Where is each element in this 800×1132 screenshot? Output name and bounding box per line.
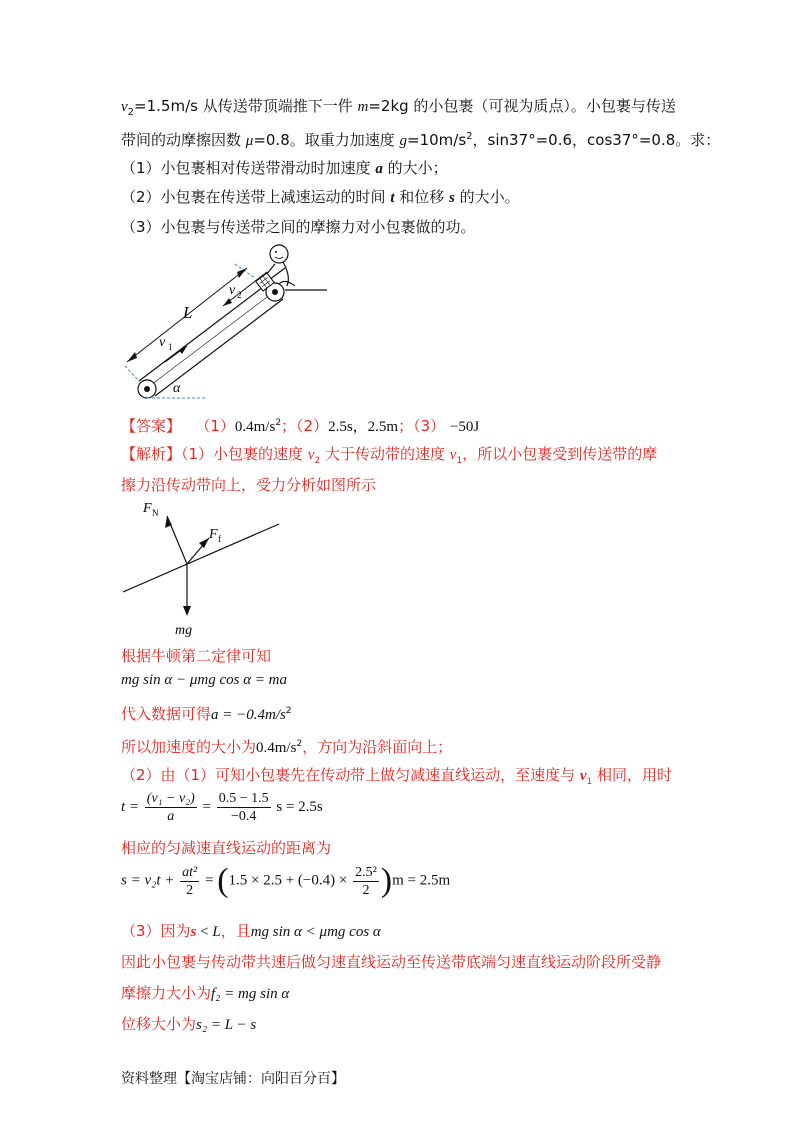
question-3: （3）小包裹与传送带之间的摩擦力对小包裹做的功。 [121,218,476,236]
eq4-den1: 2 [186,882,194,898]
question-2 [121,186,520,209]
eq4-mid: 1.5 × 2.5 + (−0.4) × [228,872,348,889]
eq4-num2: 2.5² [355,864,377,880]
step-distance: 相应的匀减速直线运动的距离为 [121,839,332,857]
step-friction-size [121,982,289,1005]
answer-p2: ；（2） [281,417,329,435]
q2-mid: 和位移 [394,188,450,206]
v2-value: =1.5m/s 从传送带顶端推下一件 [134,97,358,115]
label-v2-sub: 2 [237,290,242,300]
mass-value: =2kg 的小包裹（可视为质点）。小包裹与传送 [368,97,676,115]
analysis-text-b: 大于传动带的速度 [320,445,450,463]
step-substitute [121,700,292,726]
eq3-lhs: t = [121,798,140,815]
label-alpha: α [173,381,181,396]
v2-symbol: v [121,99,128,115]
q2-s: s [449,190,455,206]
label-Ff-sub: f [218,534,221,544]
step-part2-v1: v [579,768,587,784]
eq3-den2: −0.4 [230,809,257,824]
eq4-num1: at² [182,864,198,880]
equation-1 [121,672,287,689]
equation-distance: s = v₂t + $\frac{\text{at²}}{2}$ = (1.5 × 2.5 + (−0.4) × $\frac{\text{2.5²}}{2}$ )m = 2.5m [121,862,451,899]
step-displacement [121,1013,256,1036]
step-part2 [121,764,672,793]
q1-text: （1）小包裹相对传送带滑动时加速度 [121,159,376,177]
step-newton: 根据牛顿第二定律可知 [121,647,272,665]
label-v1-sub: 1 [168,342,173,352]
step-part2-text: （2）由（1）可知小包裹先在传动带上做匀减速直线运动，至速度与 [121,766,580,784]
eq3-rhs: s = 2.5s [276,798,323,815]
answer-3-value: −50J [449,419,480,435]
analysis-text-c: ，所以小包裹受到传送带的摩 [462,445,658,463]
question-1 [121,157,448,180]
friction-text: 带间的动摩擦因数 [121,131,246,149]
force-diagram [115,498,290,640]
eq4-lhs: s = v₂t + [121,872,175,889]
friction-eq: f₂ = mg sin α [211,986,290,1002]
mu-symbol: μ [245,133,254,149]
step-part3-s: s [190,924,197,940]
label-FN-sub: N [152,508,159,518]
eq3-num1: (v₁ − v₂) [146,791,195,806]
step-magnitude-end: ，方向为沿斜面向上； [302,738,453,756]
eq4-frac-1 [180,864,199,899]
step-magnitude-text: 所以加速度的大小为 [121,738,257,756]
answer-p1: （1） [195,417,235,435]
step-part2-end: 相同，用时 [592,766,673,784]
step-part3-and: ，且 [220,922,251,940]
label-Ff: F [209,527,218,542]
q2-text: （2）小包裹在传送带上减速运动的时间 [121,188,391,206]
step-friction-text: 摩擦力大小为 [121,984,212,1002]
step-part2-v1-sub: 1 [586,777,593,787]
step-magnitude [121,733,452,759]
answer-label: 【答案】 [121,417,182,435]
gravity-text: =0.8。取重力加速度 [253,131,400,149]
analysis-v2-sub: 2 [314,456,321,466]
step-part3 [121,920,381,943]
g-symbol: g [399,133,408,149]
label-v1: v [159,335,166,350]
g-value: =10m/s [407,131,467,149]
accel-value: 0.4m/s [256,740,297,756]
eq2-text: a = −0.4m/s [211,707,286,723]
answer-2-value: 2.5s，2.5m [328,419,399,435]
step-part3-lt: < [196,924,213,940]
step-part3-L: L [212,924,221,940]
eq3-frac-1 [145,790,197,825]
mass-symbol: m [357,99,369,115]
accel-exp: 2 [296,739,303,749]
answer-line [121,412,479,438]
footer-note: 资料整理【淘宝店铺：向阳百分百】 [121,1071,345,1087]
q2-t: t [390,190,395,206]
answer-1-exp: 2 [275,418,282,428]
conveyor-figure [115,238,335,403]
analysis-line-2: 擦力沿传动带向上，受力分析如图所示 [121,476,377,494]
displacement-eq: s₂ = L − s [196,1017,257,1033]
analysis-v1: v [449,447,457,463]
eq4-frac-2 [353,864,379,899]
step-part3-text: （3）因为 [121,922,191,940]
q2-end: 的大小。 [454,188,520,206]
problem-line-2 [121,126,720,152]
equation-time: t = $\frac{\text{(v₁ − v₂)}}{a}$ = $\frac{0.5 - 1.5}{-0.4}$ s = 2.5s [121,791,323,824]
eq3-num2: 0.5 − 1.5 [218,791,269,806]
analysis-text-a: （1）小包裹的速度 [181,445,308,463]
q1-var: a [375,161,383,177]
g-exponent: 2 [466,131,473,142]
step-displacement-text: 位移大小为 [121,1015,197,1033]
eq1-text: mg sin α − μmg cos α = ma [121,672,288,688]
label-L: L [183,303,193,322]
v2-subscript: 2 [127,107,135,118]
eq4-rhs: m = 2.5m [392,872,451,889]
label-FN: F [143,501,152,516]
step-static-friction: 因此小包裹与传动带共速后做匀速直线运动至传送带底端匀速直线运动阶段所受静 [121,953,662,971]
eq2-exp: 2 [285,706,292,716]
step-substitute-text: 代入数据可得 [121,705,212,723]
analysis-v2: v [307,447,315,463]
eq3-frac-2 [217,790,271,825]
step-part3-ineq: mg sin α < μmg cos α [250,924,381,940]
label-mg: mg [175,623,193,638]
answer-1-value: 0.4m/s [234,419,276,435]
eq3-den1: a [167,809,175,824]
q1-end: 的大小； [382,159,448,177]
answer-p3: ；（3） [398,417,446,435]
trig-values: ，sin37°=0.6，cos37°=0.8。求： [472,131,721,149]
label-v2: v [229,283,236,298]
eq4-den2: 2 [362,882,370,898]
analysis-line-1 [121,443,657,472]
analysis-label: 【解析】 [121,445,182,463]
analysis-v1-sub: 1 [456,456,463,466]
problem-line-1 [121,95,676,124]
